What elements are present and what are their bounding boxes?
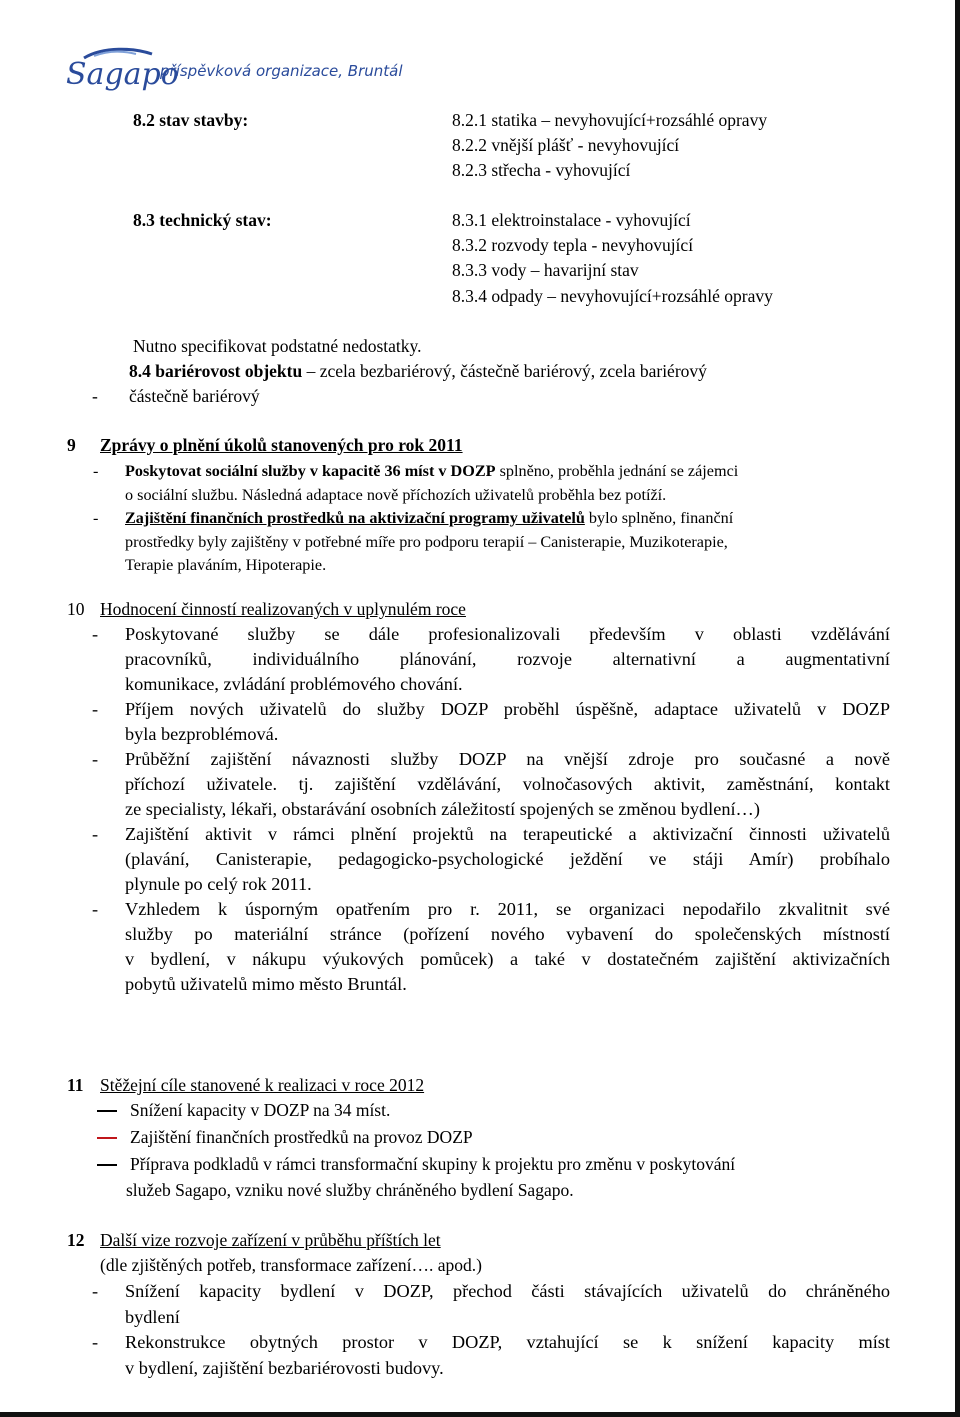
bullet-dash: - (93, 509, 99, 527)
bullet-dash: - (92, 899, 99, 919)
section-8-4-text: – zcela bezbariérový, částečně bariérový, zcela bariérový (302, 361, 707, 381)
bullet-dash: - (92, 749, 99, 769)
section-11-number: 11 (67, 1075, 84, 1095)
section-8-3-label: 8.3 technický stav: (133, 210, 272, 230)
bullet-dash: - (92, 1332, 99, 1352)
section-9-title: Zprávy o plnění úkolů stanovených pro rok 2011 (100, 435, 463, 455)
bullet-dash: - (92, 699, 99, 719)
section-12-subtitle: (dle zjištěných potřeb, transformace zařízení…. apod.) (100, 1255, 482, 1275)
list-item-line: Příjem nových uživatelů do služby DOZP proběhl úspěšně, adaptace uživatelů v DOZP (125, 699, 890, 719)
list-item: 8.3.2 rozvody tepla - nevyhovující (452, 235, 694, 255)
list-item: 8.3.3 vody – havarijní stav (452, 260, 639, 280)
list-item-line: příchozí uživatele. tj. zajištění vzdělávání, volnočasových aktivit, zaměstnání, kontakt (125, 774, 890, 794)
section-10-title: Hodnocení činností realizovaných v uplynulém roce (100, 599, 466, 619)
list-item-line: ze specialisty, lékaři, obstarávání osobních záležitostí spojených se změnou bydlení…) (125, 799, 760, 819)
list-item-line: byla bezproblémová. (125, 724, 279, 744)
bullet-dash: - (92, 386, 98, 406)
list-item: služeb Sagapo, vzniku nové služby chráněného bydlení Sagapo. (126, 1180, 574, 1200)
list-item-line: Snížení kapacity bydlení v DOZP, přechod části stávajících uživatelů do chráněného (125, 1281, 890, 1301)
item-bold-text: Poskytovat sociální služby v kapacitě 36 míst v DOZP (125, 462, 496, 480)
section-9-number: 9 (67, 435, 76, 455)
dash-marker (97, 1137, 117, 1139)
section-9-item-1 (125, 459, 738, 483)
dash-marker (97, 1110, 117, 1112)
list-item-line: Vzhledem k úsporným opatřením pro r. 2011, se organizaci nepodařilo zkvalitnit své (125, 899, 890, 919)
list-item-line: Průběžní zajištění návaznosti služby DOZP na vnější zdroje pro současné a nově (125, 749, 890, 769)
note-text: Nutno specifikovat podstatné nedostatky. (133, 336, 422, 356)
bullet-dash: - (92, 1281, 99, 1301)
section-9-item-1-line2: o sociální službu. Následná adaptace nově příchozích uživatelů proběhla bez potíží. (125, 486, 667, 504)
list-item: 8.3.1 elektroinstalace - vyhovující (452, 210, 691, 230)
list-item: Zajištění finančních prostředků na provoz DOZP (130, 1127, 473, 1147)
section-11-title: Stěžejní cíle stanovené k realizaci v roce 2012 (100, 1075, 425, 1095)
list-item-line: plynule po celý rok 2011. (125, 874, 312, 894)
section-9-item-2 (125, 506, 733, 530)
list-item-line: pobytů uživatelů mimo město Bruntál. (125, 974, 407, 994)
list-item: Snížení kapacity v DOZP na 34 míst. (130, 1100, 391, 1120)
list-item-line: Poskytované služby se dále profesionalizovali především v oblasti vzdělávání (125, 624, 890, 644)
list-item-line: bydlení (125, 1306, 180, 1327)
organization-name: příspěvková organizace, Bruntál (160, 62, 403, 80)
list-item: 8.2.3 střecha - vyhovující (452, 160, 631, 180)
bullet-dash: - (92, 824, 99, 844)
section-9-item-2-line2: prostředky byly zajištěny v potřebné míře pro podporu terapií – Canisterapie, Muzikoterapie, (125, 533, 728, 551)
section-8-4-answer: částečně bariérový (129, 386, 260, 406)
item-text: bylo splněno, finanční (584, 509, 734, 527)
list-item-line: v bydlení, v nákupu výukových pomůcek) a také v dostatečném zajištění aktivizačních (125, 949, 890, 969)
section-8-4 (129, 359, 707, 384)
list-item: Příprava podkladů v rámci transformační skupiny k projektu pro změnu v poskytování (130, 1154, 736, 1174)
item-text: splněno, proběhla jednání se zájemci (495, 462, 739, 480)
bullet-dash: - (93, 462, 99, 480)
dash-marker (97, 1164, 117, 1166)
section-12-number: 12 (67, 1230, 85, 1250)
list-item: 8.3.4 odpady – nevyhovující+rozsáhlé opravy (452, 286, 773, 306)
section-9-item-2-line3: Terapie plaváním, Hipoterapie. (125, 556, 327, 574)
item-bold-text: Zajištění finančních prostředků na aktivizační programy uživatelů (125, 509, 585, 527)
section-12-title: Další vize rozvoje zařízení v průběhu příštích let (100, 1230, 441, 1250)
list-item-line: Rekonstrukce obytných prostor v DOZP, vztahující se k snížení kapacity míst (125, 1332, 890, 1352)
section-8-4-label: 8.4 bariérovost objektu (129, 361, 303, 381)
list-item-line: Zajištění aktivit v rámci plnění projektů na terapeutické a aktivizační činnosti uživatelů (125, 824, 890, 844)
list-item-line: služby po materiální stránce (pořízení nového vybavení do společenských místností (125, 924, 890, 944)
list-item-line: (plavání, Canisterapie, pedagogicko-psychologické ježdění ve stáji Amír) probíhalo (125, 849, 890, 869)
sagapo-logo (64, 44, 179, 96)
section-10-number: 10 (67, 599, 85, 619)
list-item-line: komunikace, zvládání problémového chování. (125, 674, 463, 694)
list-item: 8.2.1 statika – nevyhovující+rozsáhlé opravy (452, 110, 768, 130)
section-8-2-label: 8.2 stav stavby: (133, 110, 249, 130)
list-item-line: pracovníků, individuálního plánování, rozvoje alternativní a augmentativní (125, 649, 890, 669)
bullet-dash: - (92, 624, 99, 644)
svg-text:Sagapo: Sagapo (66, 57, 179, 92)
list-item: 8.2.2 vnější plášť - nevyhovující (452, 135, 680, 155)
list-item-line: v bydlení, zajištění bezbariérovosti budovy. (125, 1357, 444, 1378)
